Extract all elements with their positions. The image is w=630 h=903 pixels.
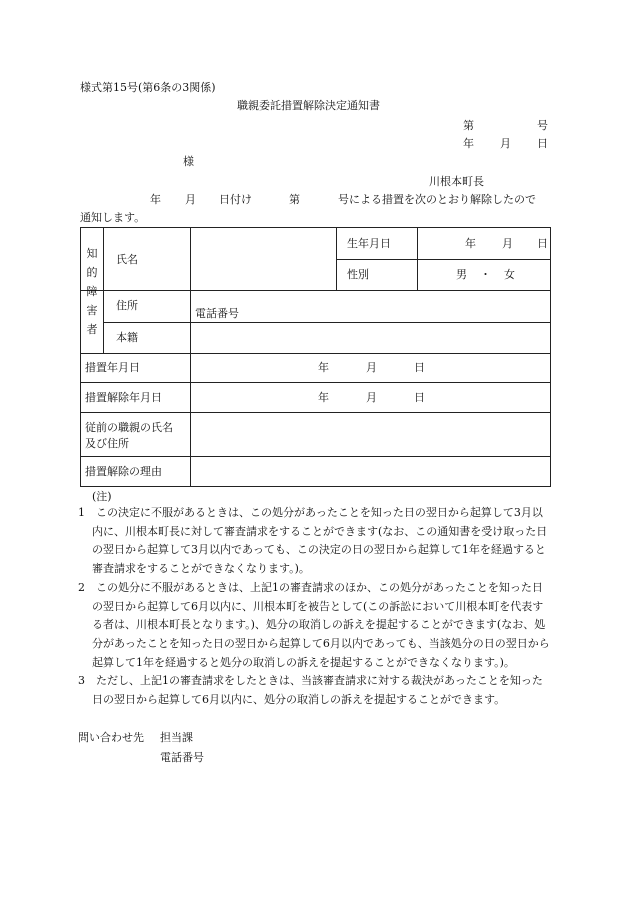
phone-label: 電話番号 bbox=[195, 307, 239, 320]
measure-year: 年 bbox=[318, 361, 329, 374]
name-label: 氏名 bbox=[116, 253, 138, 266]
domicile-label: 本籍 bbox=[116, 331, 138, 344]
issue-month: 月 bbox=[500, 137, 511, 150]
note-item: 1 この決定に不服があるときは、この処分があったことを知った日の翌日から起算して3月以内に、川根本町長に対して審査請求をすることができます(なお、この通知書を受け取った日の翌日から起算して3月以内であっても、この決定の日の翌日から起算して1年を経過すると審査請求をすることができなくなります。)。 bbox=[78, 506, 548, 576]
birth-year: 年 bbox=[465, 237, 476, 250]
release-year: 年 bbox=[318, 391, 329, 404]
release-day: 日 bbox=[414, 391, 425, 404]
form-number: 様式第15号(第6条の3関係) bbox=[80, 81, 216, 94]
issuer-name: 川根本町長 bbox=[429, 175, 484, 188]
contact-section: 担当課 bbox=[160, 731, 193, 744]
sex-separator: ・ bbox=[480, 268, 491, 281]
notes-list bbox=[78, 504, 553, 710]
intro-no-prefix: 第 bbox=[289, 193, 300, 206]
birth-month: 月 bbox=[502, 237, 513, 250]
sex-male: 男 bbox=[456, 268, 467, 281]
measure-month: 月 bbox=[366, 361, 377, 374]
previous-foster-label-2: 及び住所 bbox=[85, 437, 129, 450]
birth-date-label: 生年月日 bbox=[347, 237, 391, 250]
intro-year: 年 bbox=[150, 193, 161, 206]
intro-line2: 通知します。 bbox=[80, 211, 146, 224]
addressee-suffix: 様 bbox=[183, 155, 194, 168]
doc-number-prefix: 第 bbox=[463, 119, 474, 132]
intro-text: 号による措置を次のとおり解除したので bbox=[338, 193, 536, 206]
birth-day: 日 bbox=[537, 237, 548, 250]
release-month: 月 bbox=[366, 391, 377, 404]
document-title: 職親委託措置解除決定通知書 bbox=[237, 99, 380, 112]
issue-year: 年 bbox=[463, 137, 474, 150]
issue-day: 日 bbox=[537, 137, 548, 150]
measure-day: 日 bbox=[414, 361, 425, 374]
notes-heading: (注) bbox=[92, 490, 112, 503]
group-label-intellectual-disability: 知 的 障 害 者 bbox=[86, 247, 98, 336]
note-item: 2 この処分に不服があるときは、上記1の審査請求のほか、この処分があったことを知った日の翌日から起算して6月以内に、川根本町を被告として(この訴訟において川根本町を代表する者は、川根本町長となります。)、処分の取消しの訴えを提起することができます(なお、処分があったことを知った日の翌日から起算して6月以内であっても、当該処分の日の翌日から起算して1年を経過すると処分の取消しの訴えを提起することができなくなります。)。 bbox=[78, 580, 550, 669]
sex-female: 女 bbox=[504, 268, 515, 281]
contact-phone: 電話番号 bbox=[160, 751, 204, 764]
previous-foster-label-1: 従前の職親の氏名 bbox=[85, 421, 173, 434]
address-label: 住所 bbox=[116, 299, 138, 312]
intro-month: 月 bbox=[185, 193, 196, 206]
sex-label: 性別 bbox=[347, 268, 369, 281]
release-date-label: 措置解除年月日 bbox=[85, 391, 162, 404]
intro-date-suffix: 日付け bbox=[219, 193, 252, 206]
note-item: 3 ただし、上記1の審査請求をしたときは、当該審査請求に対する裁決があったことを知った日の翌日から起算して6月以内に、処分の取消しの訴えを提起することができます。 bbox=[78, 674, 543, 707]
measure-date-label: 措置年月日 bbox=[85, 361, 140, 374]
doc-number-suffix: 号 bbox=[537, 119, 548, 132]
release-reason-label: 措置解除の理由 bbox=[85, 465, 162, 478]
notice-table bbox=[80, 227, 551, 487]
contact-label: 問い合わせ先 bbox=[78, 731, 144, 744]
